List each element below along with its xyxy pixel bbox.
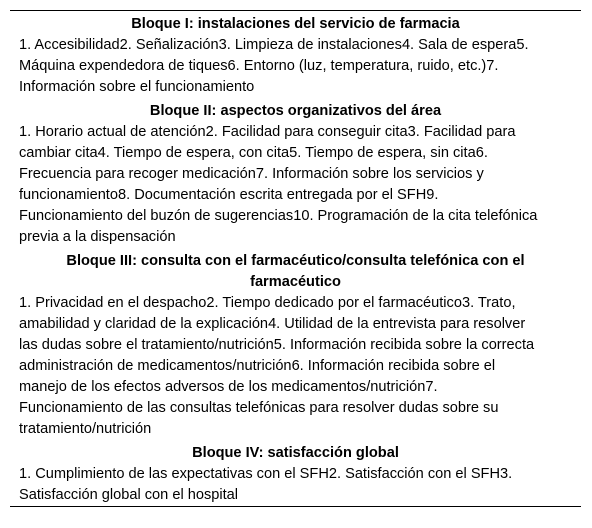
list-item: 6. Entorno (luz, temperatura, ruido, etc.) — [227, 58, 487, 74]
block-1 — [10, 11, 581, 98]
list-item: 6. Información recibida sobre el manejo de los efectos adversos de los medicamentos/nutrición — [19, 358, 496, 395]
list-item: 9. Funcionamiento del buzón de sugerencias — [19, 187, 439, 224]
list-item: 7. Información sobre el funcionamiento — [19, 58, 499, 95]
survey-table — [10, 10, 581, 507]
block-items — [10, 122, 581, 248]
block-3 — [10, 248, 581, 440]
list-item: 8. Documentación escrita entregada por el SFH — [117, 187, 427, 203]
list-item: 1. Privacidad en el despacho — [19, 295, 207, 311]
list-item: 4. Tiempo de espera, con cita — [97, 145, 290, 161]
list-item: 7. Información sobre los servicios y funcionamiento — [19, 166, 484, 203]
block-title: Bloque III: consulta con el farmacéutico/consulta telefónica con el farmacéutico — [66, 253, 525, 290]
list-item: 3. Trato, amabilidad y claridad de la explicación — [19, 295, 516, 332]
list-item: 3. Facilidad para cambiar cita — [19, 124, 516, 161]
block-title: Bloque I: instalaciones del servicio de farmacia — [131, 16, 460, 32]
list-item: 5. Información recibida sobre la correcta administración de medicamentos/nutrición — [19, 337, 535, 374]
block-2 — [10, 98, 581, 248]
list-item: 2. Satisfacción con el SFH — [328, 466, 501, 482]
list-item: 6. Frecuencia para recoger medicación — [19, 145, 488, 182]
list-item: 2. Tiempo dedicado por el farmacéutico — [206, 295, 462, 311]
list-item: 1. Accesibilidad — [19, 37, 120, 53]
list-item: 4. Sala de espera — [401, 37, 517, 53]
block-title: Bloque IV: satisfacción global — [192, 445, 399, 461]
list-item: 2. Facilidad para conseguir cita — [205, 124, 408, 140]
block-4 — [10, 440, 581, 506]
block-items — [10, 293, 581, 440]
list-item: 1. Horario actual de atención — [19, 124, 206, 140]
block-title: Bloque II: aspectos organizativos del área — [149, 103, 442, 119]
list-item: 1. Cumplimiento de las expectativas con el SFH — [19, 466, 329, 482]
list-item: 4. Utilidad de la entrevista para resolver las dudas sobre el tratamiento/nutrición — [19, 316, 526, 353]
list-item: 5. Máquina expendedora de tiques — [19, 37, 529, 74]
list-item: 7. Funcionamiento de las consultas telefónicas para resolver dudas sobre su tratamiento/nutrición — [19, 379, 499, 437]
list-item: 10. Programación de la cita telefónica previa a la dispensación — [19, 208, 538, 245]
list-item: 2. Señalización — [119, 37, 219, 53]
list-item: 5. Tiempo de espera, sin cita — [289, 145, 476, 161]
list-item: 3. Limpieza de instalaciones — [218, 37, 402, 53]
list-item: 3. Satisfacción global con el hospital — [19, 466, 513, 503]
block-items — [10, 35, 581, 98]
block-items — [10, 464, 581, 506]
